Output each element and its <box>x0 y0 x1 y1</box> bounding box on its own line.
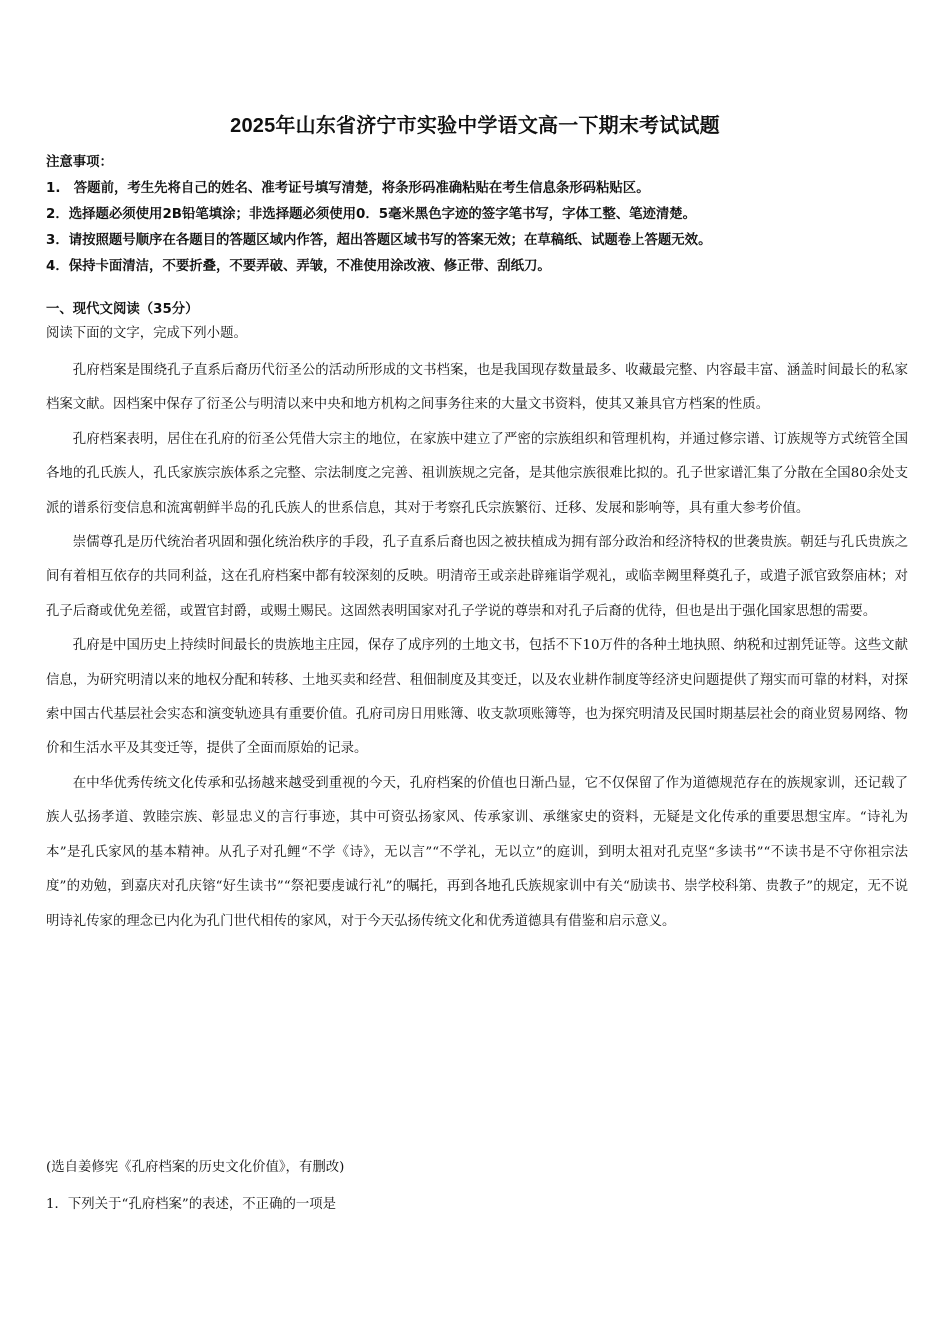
section-heading: 一、现代文阅读（35分） <box>46 302 199 317</box>
page-title: 2025年山东省济宁市实验中学语文高一下期末考试试题 <box>230 115 720 137</box>
notice-item: 4．保持卡面清洁，不要折叠，不要弄破、弄皱，不准使用涂改液、修正带、刮纸刀。 <box>46 259 551 274</box>
passage-paragraph: 孔府是中国历史上持续时间最长的贵族地主庄园，保存了成序列的土地文书，包括不下10万件的各种土地执照、纳税和过割凭证等。这些文献信息，为研究明清以来的地权分配和转移、土地买卖和经营、租佃制度及其变迁，以及农业耕作制度等经济史问题提供了翔实而可靠的材料，对探索中国古代基层社会实态和演变轨迹具有重要价值。孔府司房日用账簿、收支款项账簿等，也为探究明清及民国时期基层社会的商业贸易网络、物价和生活水平及其变迁等，提供了全面而原始的记录。 <box>46 638 908 757</box>
reading-passage <box>46 354 908 939</box>
passage-paragraph: 崇儒尊孔是历代统治者巩固和强化统治秩序的手段，孔子直系后裔也因之被扶植成为拥有部分政治和经济特权的世袭贵族。朝廷与孔氏贵族之间有着相互依存的共同利益，这在孔府档案中都有较深刻的反映。明清帝王或亲赴辟雍诣学观礼，或临幸阙里释奠孔子，或遣子派官致祭庙林；对孔子后裔或优免差徭，或置官封爵，或赐土赐民。这固然表明国家对孔子学说的尊崇和对孔子后裔的优待，但也是出于强化国家思想的需要。 <box>46 535 908 619</box>
passage-paragraph: 孔府档案是围绕孔子直系后裔历代衍圣公的活动所形成的文书档案，也是我国现存数量最多、收藏最完整、内容最丰富、涵盖时间最长的私家档案文献。因档案中保存了衍圣公与明清以来中央和地方机构之间事务往来的大量文书资料，使其又兼具官方档案的性质。 <box>46 363 908 413</box>
passage-paragraph: 孔府档案表明，居住在孔府的衍圣公凭借大宗主的地位，在家族中建立了严密的宗族组织和管理机构，并通过修宗谱、订族规等方式统管全国各地的孔氏族人，孔氏家族宗族体系之完整、宗法制度之完善、祖训族规之完备，是其他宗族很难比拟的。孔子世家谱汇集了分散在全国80余处支派的谱系衍变信息和流寓朝鲜半岛的孔氏族人的世系信息，其对于考察孔氏宗族繁衍、迁移、发展和影响等，具有重大参考价值。 <box>46 431 908 516</box>
passage-paragraph: 在中华优秀传统文化传承和弘扬越来越受到重视的今天，孔府档案的价值也日渐凸显，它不仅保留了作为道德规范存在的族规家训，还记载了族人弘扬孝道、敦睦宗族、彰显忠义的言行事迹，其中可资弘扬家风、传承家训、承继家史的资料，无疑是文化传承的重要思想宝库。“诗礼为本”是孔氏家风的基本精神。从孔子对孔鲤“不学《诗》，无以言”“不学礼，无以立”的庭训，到明太祖对孔克坚“多读书”“不读书是不守你祖宗法度”的劝勉，到嘉庆对孔庆镕“好生读书”“祭祀要虔诚行礼”的嘱托，再到各地孔氏族规家训中有关“励读书、崇学校科第、贵教子”的规定，无不说明诗礼传家的理念已内化为孔门世代相传的家风，对于今天弘扬传统文化和优秀道德具有借鉴和启示意义。 <box>46 775 908 929</box>
notice-block <box>46 150 916 280</box>
question-1: 1．下列关于“孔府档案”的表述，不正确的一项是 <box>46 1197 337 1212</box>
notice-item: 1. 答题前，考生先将自己的姓名、准考证号填写清楚，将条形码准确粘贴在考生信息条形码粘贴区。 <box>46 181 650 196</box>
notice-heading: 注意事项： <box>46 155 113 170</box>
notice-item: 3．请按照题号顺序在各题目的答题区域内作答，超出答题区域书写的答案无效；在草稿纸、试题卷上答题无效。 <box>46 233 712 248</box>
passage-source: (选自姜修宪《孔府档案的历史文化价值》，有删改) <box>46 1160 345 1175</box>
section-instruction: 阅读下面的文字，完成下列小题。 <box>46 326 247 341</box>
notice-item: 2．选择题必须使用2B铅笔填涂；非选择题必须使用0．5毫米黑色字迹的签字笔书写，字体工整、笔迹清楚。 <box>46 207 697 222</box>
